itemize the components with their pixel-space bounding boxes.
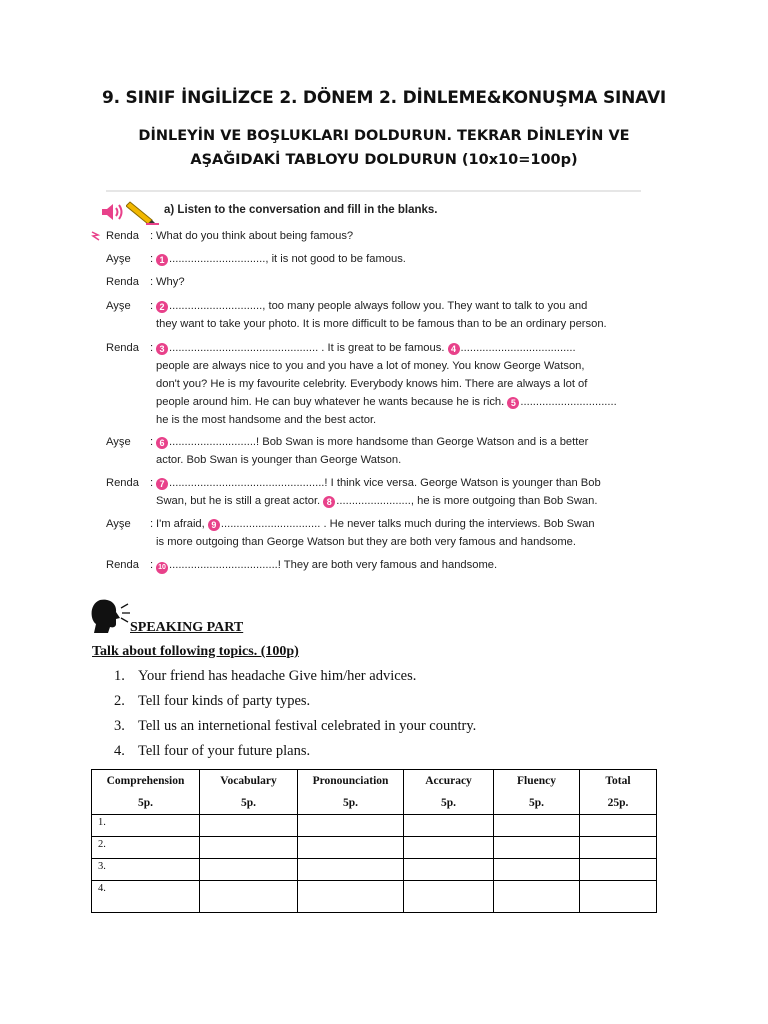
blank-number-badge: 9 (208, 519, 220, 531)
dialogue-line (156, 396, 634, 409)
dialogue-text: they want to take your photo. It is more difficult to be famous than to be an ordinary person. (156, 318, 607, 330)
topic-number: 1. (114, 668, 125, 684)
speaking-rubric-table (91, 769, 657, 913)
topic-item (114, 668, 416, 685)
dialogue-line (156, 378, 634, 390)
dialogue-text: actor. Bob Swan is younger than George Watson. (156, 454, 402, 466)
dialogue-text: is more outgoing than George Watson but they are both very famous and handsome. (156, 536, 576, 548)
dialogue-line (156, 342, 634, 355)
dialogue-text: ........................, he is more outgoing than Bob Swan. (336, 495, 598, 507)
score-cell[interactable] (404, 837, 494, 859)
speaker-name: Renda (106, 559, 139, 571)
row-label: 2. (92, 837, 200, 859)
blank-number-badge: 1 (156, 254, 168, 266)
dialogue-line (156, 300, 634, 313)
score-cell[interactable] (580, 881, 657, 913)
score-cell[interactable] (494, 837, 580, 859)
speaker-icon (100, 202, 126, 222)
dialogue-text: .............................., too many people always follow you. They want to talk to you and (169, 300, 588, 312)
dialogue-line (156, 559, 634, 574)
arrow-icon (90, 230, 102, 242)
table-row (92, 859, 657, 881)
speaker-name: Renda (106, 276, 139, 288)
blank-number-badge: 8 (323, 496, 335, 508)
header-cell: Pronounciation 5p. (298, 770, 404, 815)
dialogue-text: don't you? He is my favourite celebrity. Everybody knows him. There are always a lot of (156, 378, 588, 390)
score-cell[interactable] (298, 859, 404, 881)
speaker-colon: : (150, 518, 154, 530)
table-row (92, 837, 657, 859)
table-row (92, 815, 657, 837)
dialogue-text: he is the most handsome and the best actor. (156, 414, 377, 426)
score-cell[interactable] (404, 881, 494, 913)
score-cell[interactable] (200, 881, 298, 913)
exercise-instruction: a) Listen to the conversation and fill in the blanks. (164, 204, 438, 216)
score-cell[interactable] (404, 815, 494, 837)
dialogue-text: people are always nice to you and you have a lot of money. You know George Watson, (156, 360, 585, 372)
topic-item (114, 743, 310, 760)
dialogue-line (156, 518, 634, 531)
blank-number-badge: 6 (156, 437, 168, 449)
dialogue-line (156, 360, 634, 372)
speaker-name: Renda (106, 230, 139, 242)
speaker-name: Ayşe (106, 518, 131, 530)
dialogue-text: ............................! Bob Swan is more handsome than George Watson and is a better (169, 436, 589, 448)
topic-text: Tell four kinds of party types. (138, 693, 311, 709)
speaker-name: Ayşe (106, 436, 131, 448)
score-cell[interactable] (200, 815, 298, 837)
score-cell[interactable] (494, 815, 580, 837)
dialogue-text: ..............................., it is not good to be famous. (169, 253, 406, 265)
blank-number-badge: 5 (507, 397, 519, 409)
listening-exercise (88, 190, 644, 590)
score-cell[interactable] (298, 881, 404, 913)
topic-number: 3. (114, 718, 125, 734)
dialogue-text: ..................................................! I think vice versa. George Watson is younger than Bob (169, 477, 601, 489)
topic-number: 4. (114, 743, 125, 759)
row-label: 1. (92, 815, 200, 837)
dialogue-line (156, 230, 634, 242)
divider (106, 190, 641, 192)
score-cell[interactable] (494, 881, 580, 913)
speaker-colon: : (150, 276, 154, 288)
topic-text: Your friend has headache Give him/her advices. (138, 668, 417, 684)
header-cell: Fluency 5p. (494, 770, 580, 815)
dialogue-line (156, 318, 634, 330)
score-cell[interactable] (404, 859, 494, 881)
table-row (92, 881, 657, 913)
topic-text: Tell us an internetional festival celebrated in your country. (138, 718, 477, 734)
score-cell[interactable] (298, 837, 404, 859)
dialogue-line (156, 495, 634, 508)
speaker-colon: : (150, 477, 154, 489)
speaker-name: Renda (106, 342, 139, 354)
topic-number: 2. (114, 693, 125, 709)
speaker-colon: : (150, 342, 154, 354)
dialogue-text: I'm afraid, (156, 518, 208, 530)
score-cell[interactable] (580, 837, 657, 859)
dialogue-text: ..................................... (460, 342, 576, 354)
speaking-head-icon (90, 598, 132, 634)
dialogue-text: Swan, but he is still a great actor. (156, 495, 324, 507)
header-cell: Comprehension 5p. (92, 770, 200, 815)
dialogue-line (156, 477, 634, 490)
header-cell: Accuracy 5p. (404, 770, 494, 815)
blank-number-badge: 4 (448, 343, 460, 355)
speaker-name: Ayşe (106, 300, 131, 312)
dialogue-text: ...................................! They are both very famous and handsome. (169, 559, 498, 571)
speaker-name: Ayşe (106, 253, 131, 265)
dialogue-text: people around him. He can buy whatever he wants because he is rich. (156, 396, 508, 408)
blank-number-badge: 7 (156, 478, 168, 490)
score-cell[interactable] (298, 815, 404, 837)
speaker-colon: : (150, 559, 154, 571)
row-label: 4. (92, 881, 200, 913)
dialogue-text: ................................................ . It is great to be famous. (169, 342, 448, 354)
speaker-colon: : (150, 253, 154, 265)
topic-text: Tell four of your future plans. (138, 743, 311, 759)
blank-number-badge: 2 (156, 301, 168, 313)
dialogue-text: What do you think about being famous? (156, 230, 354, 242)
score-cell[interactable] (580, 859, 657, 881)
dialogue-text: ................................ . He never talks much during the interviews. Bob Swan (220, 518, 595, 530)
dialogue-line (156, 253, 634, 266)
speaking-title: SPEAKING PART (130, 620, 244, 635)
blank-number-badge: 10 (156, 562, 168, 574)
score-cell[interactable] (580, 815, 657, 837)
dialogue-line (156, 436, 634, 449)
score-cell[interactable] (200, 837, 298, 859)
blank-number-badge: 3 (156, 343, 168, 355)
row-label: 3. (92, 859, 200, 881)
speaker-colon: : (150, 230, 154, 242)
dialogue-text: Why? (156, 276, 185, 288)
score-cell[interactable] (494, 859, 580, 881)
score-cell[interactable] (200, 859, 298, 881)
dialogue-text: ............................... (520, 396, 617, 408)
table-header-row (92, 770, 657, 815)
header-cell: Vocabulary 5p. (200, 770, 298, 815)
speaker-name: Renda (106, 477, 139, 489)
dialogue-line (156, 454, 634, 466)
dialogue-line (156, 414, 634, 426)
exam-subtitle: DİNLEYİN VE BOŞLUKLARI DOLDURUN. TEKRAR DİNLEYİN VE AŞAĞIDAKİ TABLOYU DOLDURUN (10x10=100p) (138, 128, 630, 168)
header-cell: Total 25p. (580, 770, 657, 815)
dialogue-line (156, 536, 634, 548)
dialogue-line (156, 276, 634, 288)
topic-item (114, 718, 476, 735)
speaker-colon: : (150, 300, 154, 312)
pencil-icon (126, 198, 160, 226)
exam-title: 9. SINIF İNGİLİZCE 2. DÖNEM 2. DİNLEME&KONUŞMA SINAVI (101, 88, 667, 108)
topics-title: Talk about following topics. (100p) (92, 644, 299, 659)
speaker-colon: : (150, 436, 154, 448)
topic-item (114, 693, 310, 710)
